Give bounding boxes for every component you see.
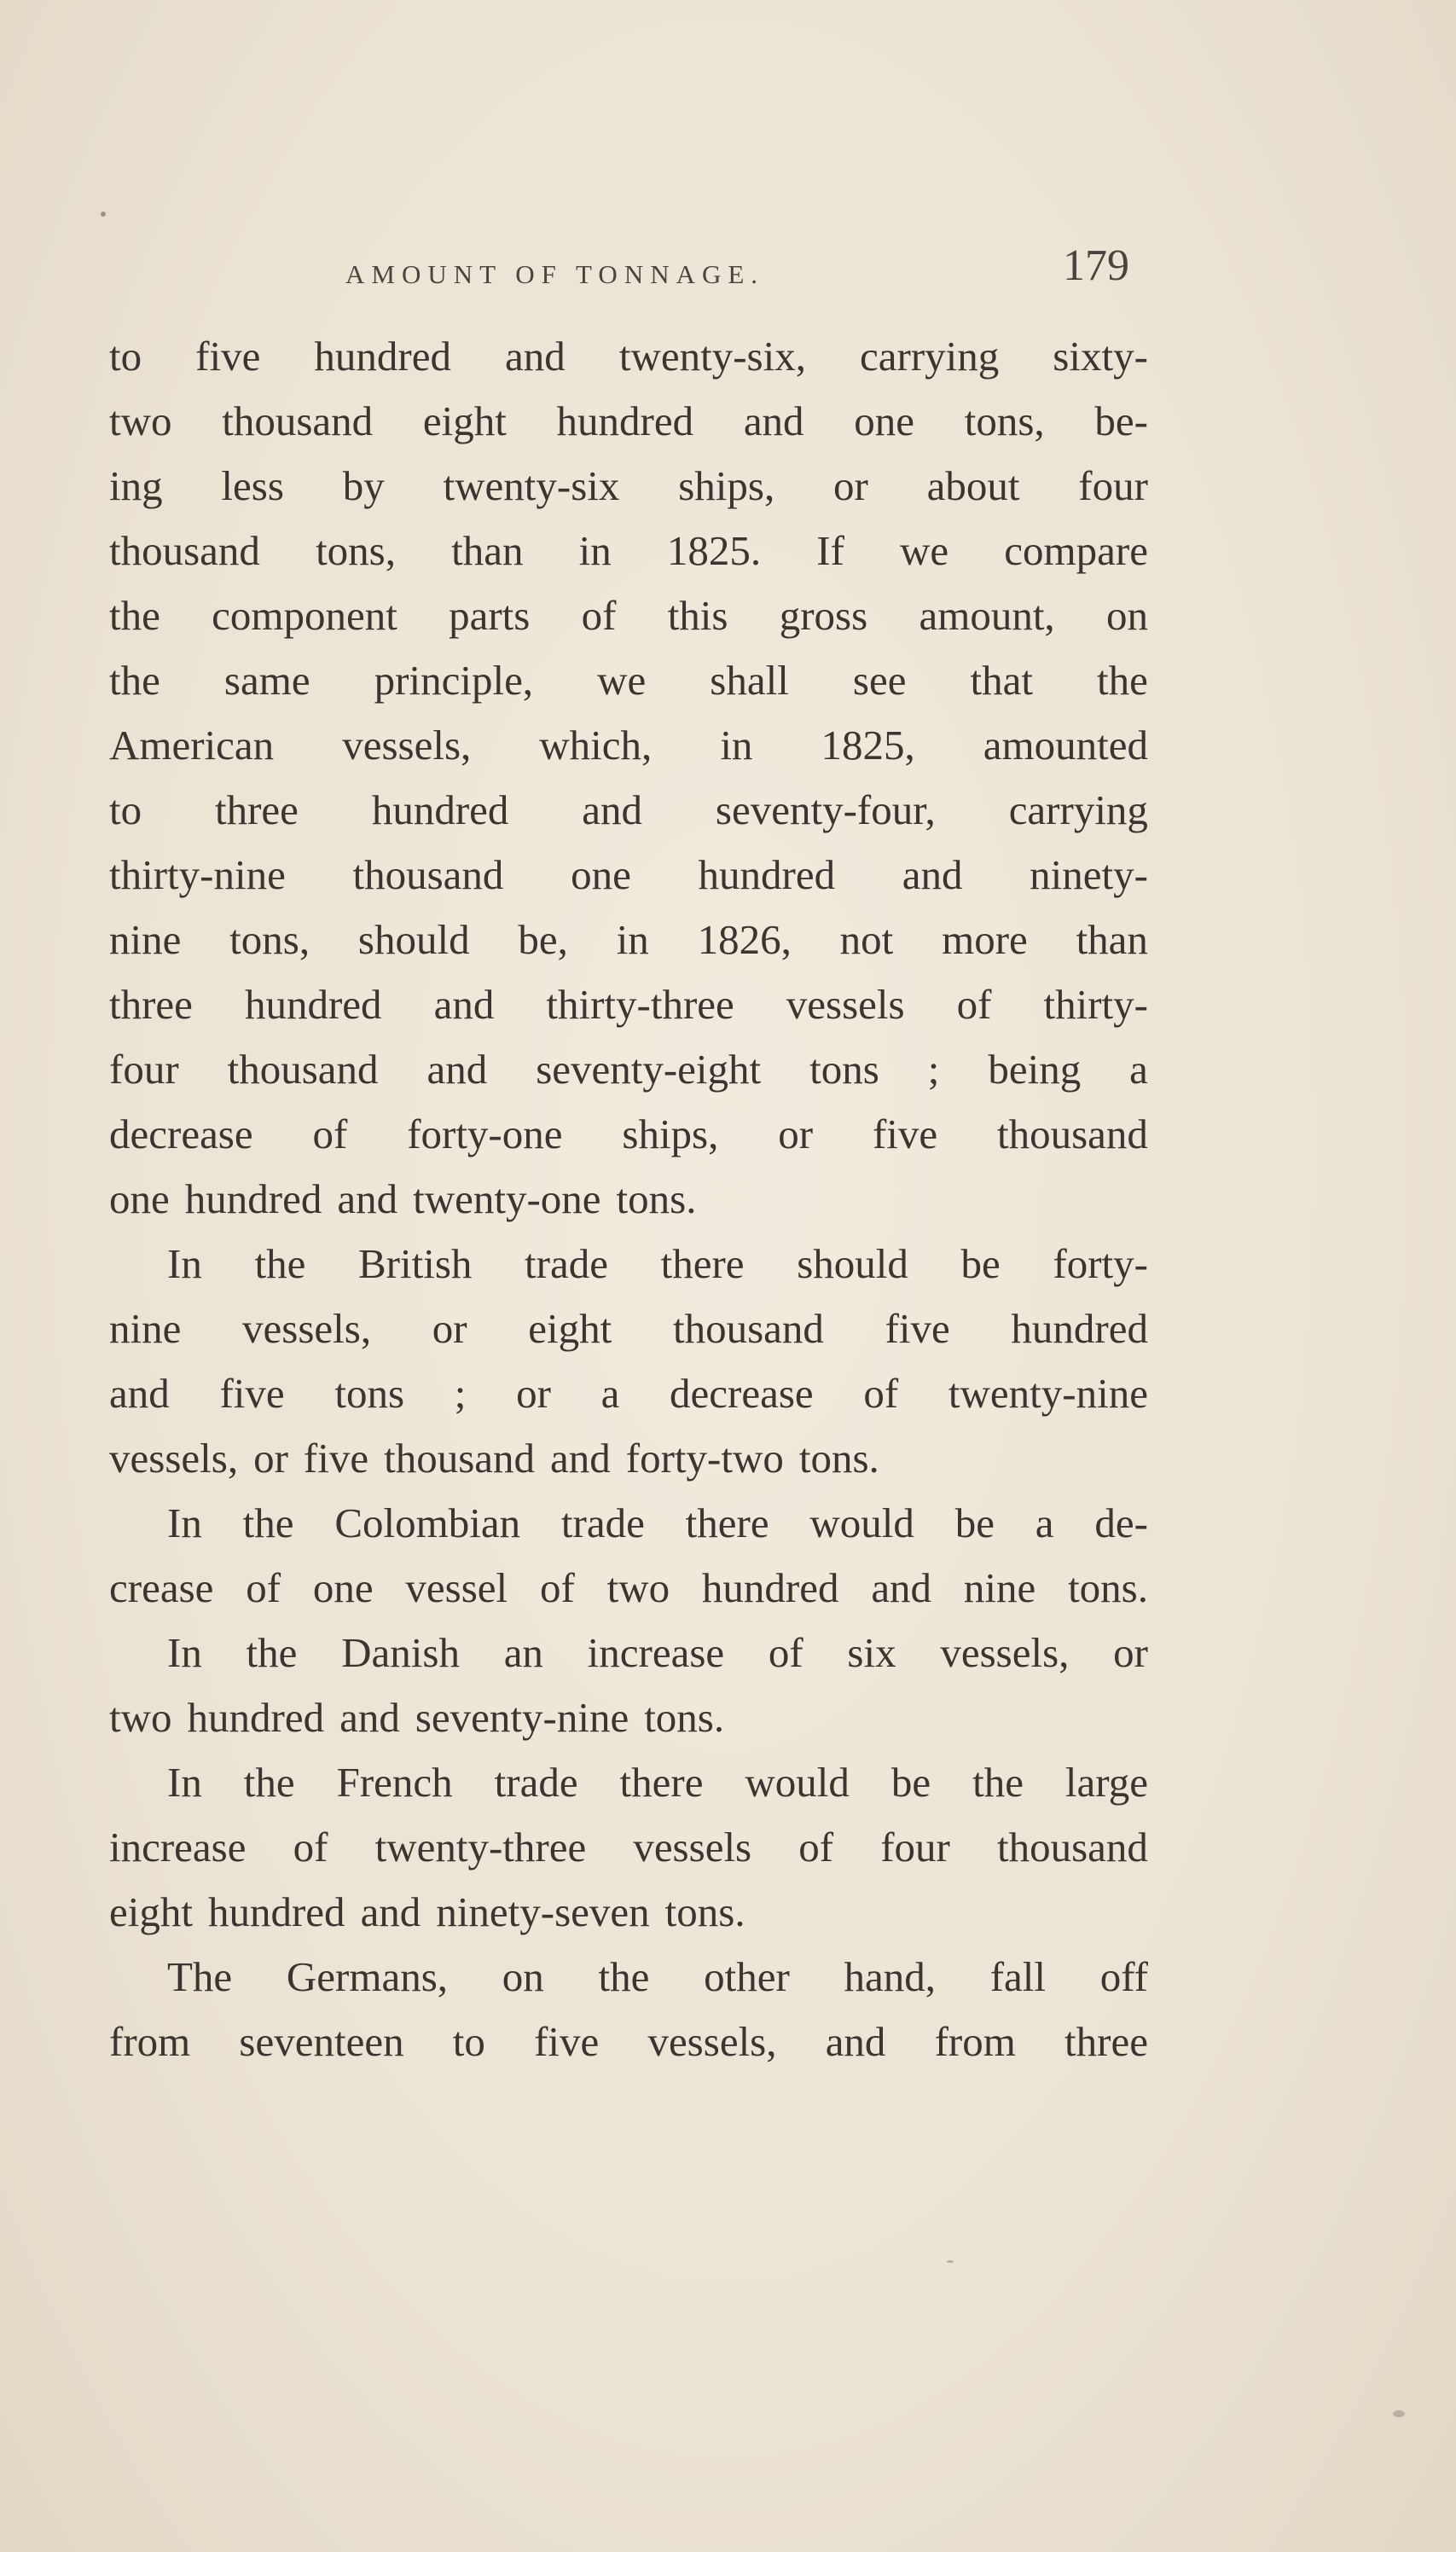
word: large: [1064, 1759, 1148, 1806]
word: in: [720, 722, 753, 768]
body-text: [109, 324, 1148, 2074]
word: seventy-four,: [715, 786, 936, 833]
word: ing: [109, 462, 163, 509]
word: thousand: [384, 1435, 536, 1482]
word: ships,: [678, 462, 775, 509]
word: the: [109, 592, 160, 639]
word: seventy-eight: [536, 1046, 762, 1093]
word: ships,: [622, 1111, 719, 1157]
word: to: [109, 333, 142, 380]
word: vessel: [405, 1564, 508, 1611]
word: In: [167, 1759, 202, 1806]
word: the: [242, 1499, 294, 1546]
running-head-title: AMOUNT OF TONNAGE.: [345, 259, 765, 289]
word: than: [451, 527, 524, 574]
word: one: [312, 1564, 374, 1611]
word: nine: [109, 1305, 182, 1352]
word: trade: [525, 1240, 608, 1287]
text-line: [109, 1750, 1148, 1815]
word: five: [219, 1370, 285, 1417]
word: of: [581, 592, 617, 639]
word: one: [109, 1175, 170, 1222]
word: and: [339, 1694, 400, 1741]
word: to: [109, 786, 142, 833]
word: and: [871, 1564, 932, 1611]
word: the: [243, 1759, 295, 1806]
text-line: [109, 1296, 1148, 1361]
word: in: [616, 916, 649, 963]
word: hundred: [314, 333, 451, 380]
word: or: [432, 1305, 467, 1352]
word: In: [167, 1240, 202, 1287]
word: be: [890, 1759, 931, 1806]
word: nine: [963, 1564, 1036, 1611]
word: In: [167, 1499, 202, 1546]
word: two: [109, 1694, 172, 1741]
word: of: [863, 1370, 899, 1417]
word: and: [550, 1435, 611, 1482]
word: sixty-: [1053, 333, 1148, 380]
word: three: [1064, 2018, 1148, 2065]
word: four: [1078, 462, 1148, 509]
text-line: [109, 1037, 1148, 1102]
word: of: [293, 1824, 328, 1870]
word: see: [852, 657, 907, 704]
word: two: [606, 1564, 670, 1611]
word: principle,: [374, 657, 534, 704]
word: same: [223, 657, 310, 704]
word: the: [972, 1759, 1024, 1806]
word: parts: [449, 592, 531, 639]
text-line: [109, 519, 1148, 583]
word: a: [600, 1370, 620, 1417]
word: twenty-six,: [618, 333, 806, 380]
word: we: [900, 527, 949, 574]
word: hundred: [701, 1564, 839, 1611]
text-line: [109, 1556, 1148, 1621]
word: tons.: [616, 1175, 697, 1222]
word: or: [253, 1435, 288, 1482]
word: component: [212, 592, 397, 639]
word: of: [246, 1564, 281, 1611]
paper-speck: [947, 2260, 954, 2263]
word: two: [109, 397, 172, 444]
word: be: [954, 1499, 995, 1546]
word: less: [221, 462, 284, 509]
word: and: [360, 1888, 421, 1935]
word: not: [839, 916, 894, 963]
word: twenty-one: [413, 1175, 601, 1222]
page-number: 179: [1063, 241, 1129, 290]
word: compare: [1004, 527, 1148, 574]
word: nine: [109, 916, 182, 963]
word: and: [902, 851, 963, 898]
word: hundred: [556, 397, 694, 444]
word: thirty-three: [546, 981, 734, 1028]
word: and: [109, 1370, 170, 1417]
word: vessels,: [647, 2018, 777, 2065]
word: tons: [334, 1370, 405, 1417]
text-line: [109, 1945, 1148, 2010]
word: eight: [109, 1888, 193, 1935]
word: a: [1129, 1046, 1148, 1093]
text-line: [109, 713, 1148, 778]
word: hundred: [1011, 1305, 1148, 1352]
word: and: [426, 1046, 488, 1093]
word: about: [926, 462, 1020, 509]
word: would: [809, 1499, 914, 1546]
word: by: [342, 462, 385, 509]
word: hundred: [244, 981, 382, 1028]
word: or: [516, 1370, 551, 1417]
paper-speck: [101, 212, 106, 217]
word: thousand: [352, 851, 504, 898]
word: amount,: [919, 592, 1055, 639]
word: hundred: [184, 1175, 322, 1222]
word: forty-: [1053, 1240, 1148, 1287]
word: and: [582, 786, 643, 833]
word: 1825,: [821, 722, 915, 768]
word: fall: [989, 1953, 1046, 2000]
word: ninety-seven: [436, 1888, 650, 1935]
word: decrease: [109, 1111, 253, 1157]
word: of: [798, 1824, 834, 1870]
word: shall: [710, 657, 789, 704]
word: gross: [779, 592, 868, 639]
word: four: [880, 1824, 950, 1870]
word: In: [167, 1629, 202, 1676]
word: tons,: [229, 916, 310, 963]
word: on: [502, 1953, 544, 2000]
text-line: [109, 1880, 1148, 1945]
word: trade: [494, 1759, 578, 1806]
word: vessels,: [242, 1305, 372, 1352]
word: or: [833, 462, 868, 509]
word: four: [109, 1046, 179, 1093]
word: ;: [927, 1046, 940, 1093]
word: from: [934, 2018, 1016, 2065]
word: twenty-three: [374, 1824, 587, 1870]
word: tons.: [1068, 1564, 1148, 1611]
word: and: [743, 397, 804, 444]
word: three: [215, 786, 299, 833]
word: tons.: [644, 1694, 725, 1741]
word: Danish: [341, 1629, 460, 1676]
word: increase: [109, 1824, 247, 1870]
word: six: [847, 1629, 896, 1676]
word: hundred: [371, 786, 509, 833]
word: we: [597, 657, 647, 704]
word: five: [872, 1111, 938, 1157]
word: more: [942, 916, 1028, 963]
text-line: [109, 389, 1148, 454]
word: carrying: [860, 333, 1000, 380]
word: of: [312, 1111, 348, 1157]
word: there: [660, 1240, 745, 1287]
word: be,: [518, 916, 568, 963]
word: thirty-nine: [109, 851, 286, 898]
word: and: [337, 1175, 398, 1222]
word: ninety-: [1030, 851, 1148, 898]
word: thirty-: [1043, 981, 1148, 1028]
text-line: [109, 908, 1148, 972]
word: French: [336, 1759, 453, 1806]
word: there: [619, 1759, 704, 1806]
word: ;: [454, 1370, 467, 1417]
word: tons.: [664, 1888, 745, 1935]
word: to: [452, 2018, 485, 2065]
word: or: [1113, 1629, 1148, 1676]
word: thousand: [672, 1305, 824, 1352]
word: carrying: [1008, 786, 1148, 833]
text-line: [109, 583, 1148, 648]
word: hand,: [844, 1953, 936, 2000]
text-line: [109, 324, 1148, 389]
word: a: [1035, 1499, 1054, 1546]
word: should: [357, 916, 470, 963]
word: off: [1099, 1953, 1148, 2000]
word: tons,: [964, 397, 1045, 444]
running-head: [0, 241, 1456, 300]
word: other: [704, 1953, 790, 2000]
word: thousand: [996, 1111, 1148, 1157]
word: five: [885, 1305, 950, 1352]
word: crease: [109, 1564, 214, 1611]
word: vessels,: [940, 1629, 1070, 1676]
word: be: [960, 1240, 1001, 1287]
word: be-: [1094, 397, 1148, 444]
word: twenty-nine: [948, 1370, 1148, 1417]
text-line: [109, 2010, 1148, 2074]
word: If: [816, 527, 844, 574]
text-line: [109, 1491, 1148, 1556]
word: that: [970, 657, 1033, 704]
text-line: [109, 1361, 1148, 1426]
word: than: [1076, 916, 1148, 963]
word: trade: [560, 1499, 645, 1546]
word: hundred: [207, 1888, 345, 1935]
word: the: [246, 1629, 298, 1676]
word: hundred: [698, 851, 836, 898]
word: forty-two: [625, 1435, 784, 1482]
word: forty-one: [407, 1111, 563, 1157]
word: American: [109, 722, 275, 768]
word: hundred: [187, 1694, 325, 1741]
word: thousand: [996, 1824, 1148, 1870]
text-line: [109, 1102, 1148, 1167]
word: tons,: [316, 527, 396, 574]
word: Germans,: [286, 1953, 449, 2000]
paper-speck: [1393, 2410, 1405, 2417]
word: 1825.: [666, 527, 762, 574]
word: amounted: [983, 722, 1148, 768]
word: British: [357, 1240, 473, 1287]
word: of: [539, 1564, 575, 1611]
word: of: [768, 1629, 803, 1676]
text-line: [109, 1426, 1148, 1491]
word: on: [1105, 592, 1148, 639]
word: being: [988, 1046, 1082, 1093]
word: three: [109, 981, 193, 1028]
word: or: [778, 1111, 814, 1157]
word: from: [109, 2018, 191, 2065]
text-line: [109, 454, 1148, 519]
word: Colombian: [334, 1499, 521, 1546]
word: of: [956, 981, 992, 1028]
text-line: [109, 1815, 1148, 1880]
word: five: [303, 1435, 369, 1482]
word: the: [598, 1953, 650, 2000]
word: vessels: [786, 981, 905, 1028]
word: one: [854, 397, 915, 444]
word: 1826,: [697, 916, 792, 963]
word: an: [503, 1629, 543, 1676]
text-line: [109, 1685, 1148, 1750]
word: vessels,: [109, 1435, 239, 1482]
word: there: [685, 1499, 769, 1546]
word: decrease: [670, 1370, 814, 1417]
word: thousand: [227, 1046, 379, 1093]
text-line: [109, 972, 1148, 1037]
word: the: [254, 1240, 306, 1287]
word: this: [667, 592, 728, 639]
word: seventeen: [239, 2018, 404, 2065]
word: and: [433, 981, 495, 1028]
text-line: [109, 843, 1148, 908]
word: thousand: [222, 397, 374, 444]
text-line: [109, 1167, 1148, 1232]
word: and: [505, 333, 566, 380]
word: tons.: [798, 1435, 879, 1482]
text-line: [109, 1232, 1148, 1296]
word: eight: [528, 1305, 612, 1352]
word: vessels: [633, 1824, 752, 1870]
word: increase: [587, 1629, 725, 1676]
word: and: [825, 2018, 886, 2065]
word: five: [195, 333, 261, 380]
word: The: [167, 1953, 233, 2000]
text-line: [109, 1621, 1148, 1685]
word: tons: [809, 1046, 879, 1093]
word: which,: [539, 722, 653, 768]
word: the: [1097, 657, 1148, 704]
word: the: [109, 657, 160, 704]
word: vessels,: [342, 722, 472, 768]
word: would: [745, 1759, 850, 1806]
word: thousand: [109, 527, 260, 574]
word: de-: [1094, 1499, 1148, 1546]
word: five: [534, 2018, 600, 2065]
word: should: [797, 1240, 908, 1287]
word: eight: [422, 397, 507, 444]
text-line: [109, 778, 1148, 843]
word: one: [571, 851, 631, 898]
text-line: [109, 648, 1148, 713]
word: twenty-six: [443, 462, 620, 509]
word: in: [578, 527, 612, 574]
word: seventy-nine: [415, 1694, 629, 1741]
